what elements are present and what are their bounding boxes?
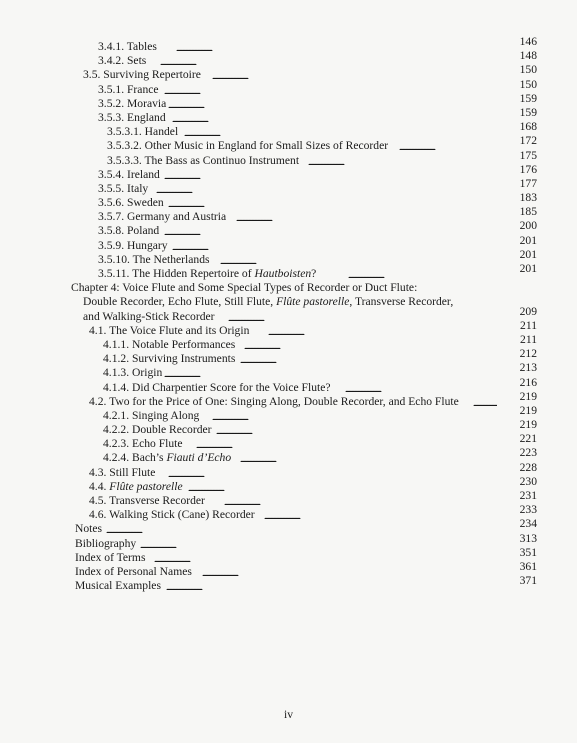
- toc-entry-title: 4.5. Transverse Recorder: [89, 494, 205, 507]
- toc-entry: [0, 460, 577, 480]
- toc-leader-dots: [345, 381, 497, 395]
- toc-entry-title: 3.5.1. France: [98, 82, 159, 96]
- toc-entry-page: 176: [519, 162, 537, 176]
- toc-leader-dots: [268, 324, 497, 338]
- toc-entry-page: 168: [519, 120, 537, 134]
- toc-leader-dots: [140, 537, 497, 551]
- toc-entry-title: 3.5.3.3. The Bass as Continuo Instrument: [107, 153, 300, 167]
- toc-entry: [0, 281, 577, 295]
- toc-leader-dots: [212, 68, 497, 82]
- toc-leader-dots: [224, 494, 497, 508]
- toc-entry-title: 3.5.8. Poland: [98, 224, 160, 238]
- toc-entry: [0, 162, 577, 182]
- toc-entry-title: 3.5.4. Ireland: [98, 167, 160, 181]
- toc-leader-dots: [164, 366, 497, 380]
- toc-entry-page: 219: [519, 418, 537, 432]
- toc-leader-dots: [172, 111, 497, 125]
- toc-entry-title: 4.1. The Voice Flute and its Origin: [89, 323, 250, 337]
- toc-entry-page: 200: [519, 219, 537, 233]
- toc-leader-dots: [196, 437, 497, 451]
- toc-leader-dots: [216, 423, 497, 437]
- toc-entry-title: 4.6. Walking Stick (Cane) Recorder: [89, 508, 255, 522]
- toc-entry-page: 351: [519, 545, 537, 559]
- toc-leader-dots: [202, 565, 497, 579]
- toc-entry: [0, 304, 577, 324]
- toc-entry: [0, 545, 577, 565]
- toc-entry-title: Index of Terms: [75, 550, 146, 564]
- toc-entry-page: 201: [519, 262, 537, 275]
- toc-leader-dots: [228, 310, 497, 324]
- toc-entry-title: 3.5.11. The Hidden Repertoire of Hautboisten?: [98, 267, 317, 280]
- toc-entry-title: 3.5.3.2. Other Music in England for Small Sizes of Recorder: [107, 139, 389, 153]
- toc-entry: [0, 191, 577, 210]
- toc-entry-page: 223: [519, 446, 537, 460]
- toc-entry-page: 148: [519, 49, 537, 63]
- toc-entry: [0, 432, 577, 451]
- toc-entry: [0, 347, 577, 366]
- toc-entry-page: 201: [519, 233, 537, 247]
- toc-entry-page: 221: [519, 432, 537, 446]
- toc-entry-title: 3.5.9. Hungary: [98, 238, 168, 252]
- toc-entry-title: 4.2. Two for the Price of One: Singing Along, Double Recorder, and Echo Flute: [89, 394, 459, 408]
- toc-leader-dots: [244, 338, 497, 352]
- toc-entry: [0, 574, 577, 593]
- toc-entry-page: 313: [519, 531, 537, 545]
- toc-entry-title: 4.2.2. Double Recorder: [103, 423, 212, 437]
- toc-entry: [0, 105, 577, 125]
- toc-entry-title: 4.1.1. Notable Performances: [103, 337, 236, 351]
- toc-entry-title: Bibliography: [75, 536, 137, 550]
- toc-entry-page: 172: [519, 134, 537, 148]
- toc-entry-page: 361: [519, 559, 537, 573]
- toc-leader-dots: [106, 522, 497, 536]
- toc-leader-dots: [164, 83, 497, 97]
- toc-entry-page: 159: [519, 91, 537, 105]
- toc-entry: [0, 503, 577, 522]
- toc-leader-dots: [154, 551, 497, 565]
- toc-entry-title: 3.5.3. England: [98, 110, 166, 124]
- toc-leader-dots: [184, 125, 497, 139]
- toc-entry-page: 201: [519, 247, 537, 261]
- toc-entry-page: 228: [519, 460, 537, 474]
- toc-entry: [0, 120, 577, 139]
- toc-leader-dots: [212, 409, 497, 423]
- toc-entry: [0, 517, 577, 536]
- toc-entry-title: 3.5.10. The Netherlands: [98, 252, 210, 266]
- toc-entry: [0, 205, 577, 224]
- toc-entry-page: 231: [519, 489, 537, 502]
- toc-entry: [0, 77, 577, 97]
- toc-entry: [0, 361, 577, 380]
- toc-leader-dots: [399, 139, 497, 153]
- toc-entry-page: 233: [519, 503, 537, 517]
- toc-entry-page: 212: [519, 347, 537, 361]
- toc-leader-dots: [264, 508, 497, 522]
- toc-entry: [0, 418, 577, 437]
- toc-leader-dots: [166, 579, 497, 593]
- toc-leader-dots: [164, 168, 497, 182]
- toc-leader-dots: [188, 480, 497, 494]
- toc-leader-dots: [168, 196, 497, 210]
- toc-entry-page: 371: [519, 574, 537, 588]
- toc-entry-title: 3.5. Surviving Repertoire: [83, 68, 201, 82]
- toc-entry-page: 185: [519, 205, 537, 219]
- toc-entry: [0, 531, 577, 551]
- toc-entry-title: 4.1.2. Surviving Instruments: [103, 352, 236, 366]
- toc-entry-page: 234: [519, 517, 537, 531]
- toc-entry-title: 3.4.1. Tables: [98, 40, 157, 53]
- toc-entry: [0, 233, 577, 253]
- toc-entry-title: 3.5.2. Moravia: [98, 96, 167, 110]
- toc-entry: [0, 295, 577, 309]
- toc-entry-title: Index of Personal Names: [75, 564, 192, 578]
- toc-entry-page: 213: [519, 361, 537, 375]
- toc-entry-title: 4.1.3. Origin: [103, 366, 163, 380]
- toc-entry-title: Musical Examples: [75, 579, 161, 593]
- toc-entry: [0, 134, 577, 153]
- toc-entry-title: 4.2.4. Bach’s Fiauti d’Echo: [103, 451, 232, 465]
- toc-entry: [0, 446, 577, 465]
- toc-leader-dots: [172, 239, 497, 253]
- toc-entry-title: 4.4. Flûte pastorelle: [89, 479, 183, 493]
- toc-entry: [0, 63, 577, 82]
- toc-entry: [0, 474, 577, 494]
- toc-leader-dots: [240, 451, 497, 465]
- toc-entry-title: Chapter 4: Voice Flute and Some Special Types of Recorder or Duct Flute:: [71, 281, 418, 295]
- table-of-contents: [0, 35, 577, 593]
- toc-entry: [0, 332, 577, 352]
- toc-entry: [0, 489, 577, 508]
- toc-entry-title: 4.1.4. Did Charpentier Score for the Voice Flute?: [103, 380, 331, 394]
- toc-leader-dots: [168, 97, 497, 111]
- toc-entry: [0, 389, 577, 409]
- toc-entry: [0, 318, 577, 338]
- toc-entry: [0, 559, 577, 579]
- toc-entry: [0, 35, 577, 54]
- toc-leader-dots: [473, 395, 497, 409]
- toc-entry-title: 4.2.3. Echo Flute: [103, 437, 183, 451]
- toc-leader-dots: [348, 267, 497, 281]
- toc-entry-title: 3.5.5. Italy: [98, 181, 149, 195]
- toc-entry-page: 150: [519, 63, 537, 77]
- toc-entry: [0, 91, 577, 111]
- toc-entry-page: 211: [520, 318, 537, 332]
- toc-entry: [0, 148, 577, 168]
- toc-entry: [0, 262, 577, 281]
- toc-leader-dots: [236, 210, 497, 224]
- toc-entry-page: 146: [519, 35, 537, 48]
- toc-leader-dots: [156, 182, 497, 196]
- toc-leader-dots: [176, 40, 497, 54]
- toc-entry-title: 3.4.2. Sets: [98, 54, 147, 68]
- toc-entry: [0, 247, 577, 267]
- toc-leader-dots: [240, 352, 497, 366]
- toc-entry-title: 4.2.1. Singing Along: [103, 408, 200, 422]
- toc-entry: [0, 176, 577, 196]
- toc-entry-title: 4.3. Still Flute: [89, 465, 156, 479]
- page-number: iv: [283, 708, 294, 721]
- toc-entry-title: 3.5.3.1. Handel: [107, 125, 179, 139]
- toc-entry-page: 175: [519, 148, 537, 162]
- toc-entry-title: Notes: [75, 522, 103, 536]
- toc-entry-page: 183: [519, 191, 537, 205]
- toc-entry-title: 3.5.7. Germany and Austria: [98, 210, 227, 224]
- toc-entry: [0, 403, 577, 423]
- toc-leader-dots: [160, 54, 497, 68]
- toc-entry: [0, 49, 577, 68]
- toc-entry-title: and Walking-Stick Recorder: [83, 309, 215, 323]
- toc-entry-page: 150: [519, 77, 537, 91]
- toc-entry-page: 211: [520, 332, 537, 346]
- toc-leader-dots: [168, 466, 497, 480]
- toc-entry-title: 3.5.6. Sweden: [98, 196, 164, 210]
- toc-leader-dots: [220, 253, 497, 267]
- toc-entry: [0, 219, 577, 238]
- toc-entry: [0, 375, 577, 395]
- toc-leader-dots: [164, 224, 497, 238]
- toc-entry-page: 230: [519, 474, 537, 488]
- toc-entry-page: 209: [519, 304, 537, 318]
- toc-entry-page: 216: [519, 375, 537, 389]
- toc-entry-page: 219: [519, 389, 537, 403]
- toc-entry-title: Double Recorder, Echo Flute, Still Flute, Flûte pastorelle, Transverse Recorder,: [83, 295, 454, 309]
- toc-leader-dots: [308, 154, 497, 168]
- toc-entry-page: 159: [519, 105, 537, 119]
- toc-entry-page: 219: [519, 403, 537, 417]
- toc-entry-page: 177: [519, 176, 537, 190]
